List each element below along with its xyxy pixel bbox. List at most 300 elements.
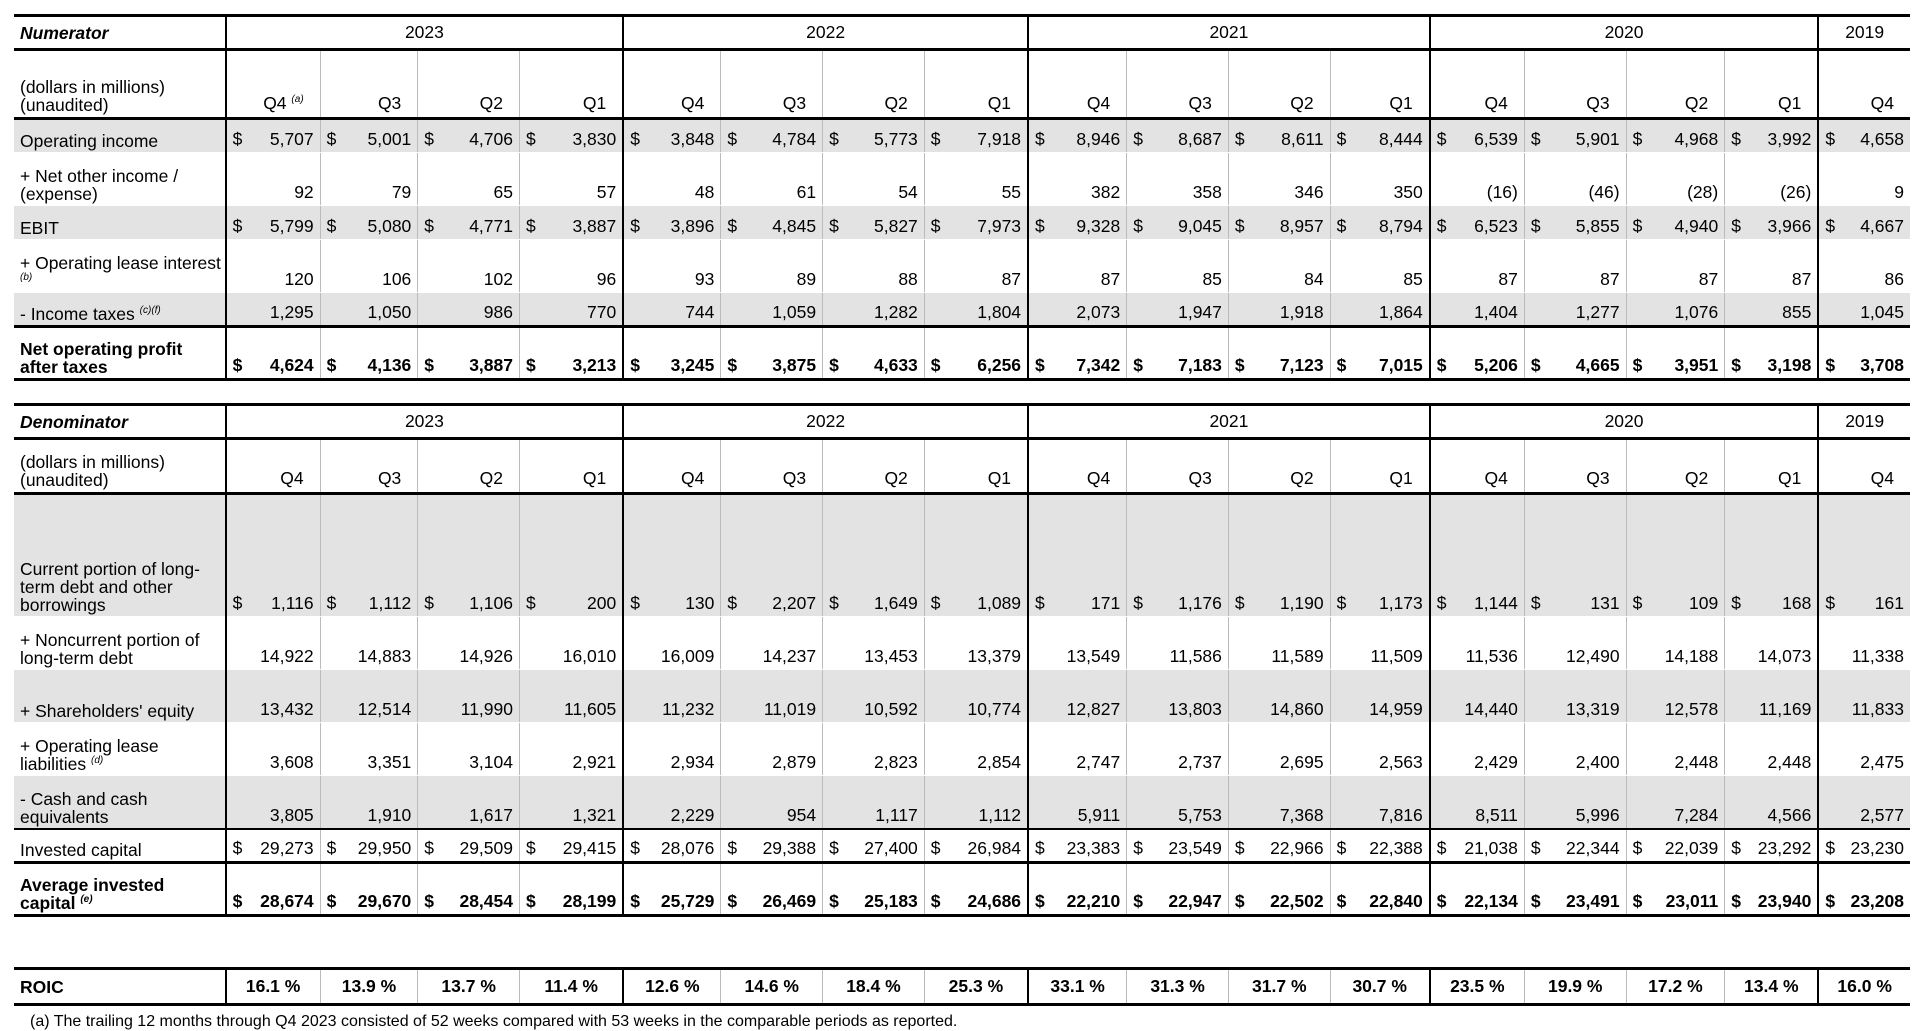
- value-cell: $ 29,273: [226, 829, 321, 863]
- value-cell: $ 4,706: [418, 119, 520, 153]
- year-header-2020: 2020: [1430, 405, 1819, 439]
- value-cell: 12,578: [1626, 670, 1725, 723]
- value-cell: 11,990: [418, 670, 520, 723]
- currency-symbol: $: [424, 838, 435, 858]
- footnote: (a) The trailing 12 months through Q4 2023 consisted of 52 weeks compared with 53 weeks in the comparable periods as reported.: [30, 1013, 958, 1030]
- value-cell: 65: [418, 153, 520, 206]
- data-row: [14, 670, 1910, 723]
- value-cell: $ 6,523: [1430, 206, 1525, 240]
- currency-symbol: $: [1530, 216, 1541, 236]
- currency-symbol: $: [1035, 216, 1045, 236]
- quarter-header: Q4: [623, 439, 721, 494]
- value-cell: $ 3,213: [520, 327, 624, 380]
- currency-symbol: $: [1530, 355, 1541, 375]
- value-cell: 13,432: [226, 670, 321, 723]
- currency-symbol: $: [1632, 355, 1643, 375]
- roic-table: [14, 967, 1910, 1006]
- value-cell: $ 7,123: [1228, 327, 1330, 380]
- value-cell: $ 1,144: [1430, 494, 1525, 617]
- currency-symbol: $: [727, 838, 738, 858]
- currency-symbol: $: [727, 593, 738, 613]
- value-cell: 1,918: [1228, 293, 1330, 327]
- value-cell: 55: [924, 153, 1028, 206]
- value-cell: 13,379: [924, 617, 1028, 670]
- value-cell: 2,695: [1228, 723, 1330, 776]
- value-cell: $ 3,887: [418, 327, 520, 380]
- data-row: [14, 206, 1910, 240]
- data-row: [14, 776, 1910, 829]
- roic-grid: [14, 967, 1910, 1006]
- currency-symbol: $: [630, 593, 640, 613]
- currency-symbol: $: [526, 891, 536, 911]
- value-cell: 2,448: [1626, 723, 1725, 776]
- value-cell: 382: [1028, 153, 1127, 206]
- unit-label: (dollars in millions) (unaudited): [14, 50, 226, 119]
- value-cell: $ 4,968: [1626, 119, 1725, 153]
- currency-symbol: $: [526, 838, 536, 858]
- currency-symbol: $: [232, 838, 243, 858]
- quarter-header: Q1: [1330, 439, 1430, 494]
- value-cell: $ 4,667: [1818, 206, 1910, 240]
- value-cell: $ 9,045: [1127, 206, 1229, 240]
- currency-symbol: $: [1731, 838, 1741, 858]
- value-cell: 79: [320, 153, 418, 206]
- value-cell: $ 23,491: [1524, 863, 1626, 916]
- currency-symbol: $: [326, 216, 337, 236]
- value-cell: 16,009: [623, 617, 721, 670]
- value-cell: 87: [1028, 240, 1127, 293]
- data-row: [14, 723, 1910, 776]
- numerator-grid: [14, 14, 1910, 381]
- value-cell: $ 4,845: [721, 206, 823, 240]
- value-cell: 14,073: [1725, 617, 1819, 670]
- value-cell: 54: [823, 153, 925, 206]
- roic-row: [14, 969, 1910, 1005]
- currency-symbol: $: [232, 891, 243, 911]
- value-cell: $ 130: [623, 494, 721, 617]
- quarter-header: Q4: [1818, 50, 1910, 119]
- row-label: Operating income: [14, 119, 226, 153]
- value-cell: $ 3,198: [1725, 327, 1819, 380]
- value-cell: 12,490: [1524, 617, 1626, 670]
- value-cell: 7,284: [1626, 776, 1725, 829]
- currency-symbol: $: [232, 216, 243, 236]
- currency-symbol: $: [1336, 838, 1347, 858]
- quarter-header: Q3: [320, 439, 418, 494]
- value-cell: $ 4,624: [226, 327, 321, 380]
- data-row: [14, 863, 1910, 916]
- value-cell: 87: [924, 240, 1028, 293]
- currency-symbol: $: [1436, 891, 1447, 911]
- value-cell: $ 5,827: [823, 206, 925, 240]
- roic-value: 16.1 %: [226, 969, 321, 1005]
- value-cell: $ 131: [1524, 494, 1626, 617]
- currency-symbol: $: [829, 129, 839, 149]
- denominator-table: [14, 403, 1910, 917]
- currency-symbol: $: [1234, 593, 1245, 613]
- currency-symbol: $: [232, 355, 243, 375]
- value-cell: $ 8,794: [1330, 206, 1430, 240]
- value-cell: 14,883: [320, 617, 418, 670]
- value-cell: (28): [1626, 153, 1725, 206]
- data-row: [14, 494, 1910, 617]
- value-cell: 2,823: [823, 723, 925, 776]
- quarter-header-row: [14, 50, 1910, 119]
- value-cell: 1,804: [924, 293, 1028, 327]
- value-cell: $ 29,415: [520, 829, 624, 863]
- value-cell: $ 5,901: [1524, 119, 1626, 153]
- denominator-grid: [14, 403, 1910, 917]
- currency-symbol: $: [1731, 891, 1741, 911]
- value-cell: 1,117: [823, 776, 925, 829]
- roic-value: 33.1 %: [1028, 969, 1127, 1005]
- currency-symbol: $: [1336, 355, 1347, 375]
- row-label: - Income taxes $^{(c)(f)}$: [14, 293, 226, 327]
- currency-symbol: $: [1035, 355, 1045, 375]
- currency-symbol: $: [1234, 838, 1245, 858]
- currency-symbol: $: [1035, 129, 1045, 149]
- value-cell: 1,947: [1127, 293, 1229, 327]
- currency-symbol: $: [326, 355, 337, 375]
- value-cell: $ 3,951: [1626, 327, 1725, 380]
- value-cell: $ 168: [1725, 494, 1819, 617]
- quarter-header: Q2: [1228, 50, 1330, 119]
- value-cell: $ 1,176: [1127, 494, 1229, 617]
- value-cell: 14,188: [1626, 617, 1725, 670]
- value-cell: 2,429: [1430, 723, 1525, 776]
- roic-value: 14.6 %: [721, 969, 823, 1005]
- value-cell: 11,586: [1127, 617, 1229, 670]
- value-cell: $ 9,328: [1028, 206, 1127, 240]
- roic-value: 18.4 %: [823, 969, 925, 1005]
- value-cell: $ 6,256: [924, 327, 1028, 380]
- value-cell: 2,879: [721, 723, 823, 776]
- value-cell: $ 22,039: [1626, 829, 1725, 863]
- value-cell: 4,566: [1725, 776, 1819, 829]
- value-cell: 85: [1127, 240, 1229, 293]
- value-cell: 84: [1228, 240, 1330, 293]
- value-cell: 14,440: [1430, 670, 1525, 723]
- quarter-header: Q4: [1430, 439, 1525, 494]
- year-header-row: [14, 16, 1910, 50]
- value-cell: 1,045: [1818, 293, 1910, 327]
- value-cell: $ 5,773: [823, 119, 925, 153]
- value-cell: $ 1,190: [1228, 494, 1330, 617]
- value-cell: 3,608: [226, 723, 321, 776]
- value-cell: 12,827: [1028, 670, 1127, 723]
- value-cell: $ 26,469: [721, 863, 823, 916]
- currency-symbol: $: [1731, 216, 1741, 236]
- row-label: EBIT: [14, 206, 226, 240]
- value-cell: 61: [721, 153, 823, 206]
- value-cell: 3,805: [226, 776, 321, 829]
- roic-value: 13.7 %: [418, 969, 520, 1005]
- value-cell: $ 25,183: [823, 863, 925, 916]
- value-cell: 16,010: [520, 617, 624, 670]
- currency-symbol: $: [424, 216, 435, 236]
- currency-symbol: $: [1035, 891, 1045, 911]
- section-title: Numerator: [14, 16, 226, 50]
- value-cell: 2,400: [1524, 723, 1626, 776]
- currency-symbol: $: [424, 129, 435, 149]
- value-cell: 5,753: [1127, 776, 1229, 829]
- roic-value: 11.4 %: [520, 969, 624, 1005]
- value-cell: $ 5,001: [320, 119, 418, 153]
- value-cell: 13,803: [1127, 670, 1229, 723]
- value-cell: 1,295: [226, 293, 321, 327]
- currency-symbol: $: [1336, 129, 1347, 149]
- currency-symbol: $: [630, 216, 640, 236]
- quarter-header: Q3: [721, 50, 823, 119]
- currency-symbol: $: [1234, 129, 1245, 149]
- value-cell: 5,911: [1028, 776, 1127, 829]
- value-cell: 11,338: [1818, 617, 1910, 670]
- quarter-header: Q4: [226, 439, 321, 494]
- roic-label: ROIC: [14, 969, 226, 1005]
- value-cell: $ 4,658: [1818, 119, 1910, 153]
- value-cell: 346: [1228, 153, 1330, 206]
- value-cell: 106: [320, 240, 418, 293]
- value-cell: 3,351: [320, 723, 418, 776]
- value-cell: 1,404: [1430, 293, 1525, 327]
- currency-symbol: $: [1133, 891, 1143, 911]
- value-cell: $ 3,966: [1725, 206, 1819, 240]
- roic-value: 31.7 %: [1228, 969, 1330, 1005]
- currency-symbol: $: [829, 891, 839, 911]
- quarter-header: Q4: [1818, 439, 1910, 494]
- value-cell: 86: [1818, 240, 1910, 293]
- value-cell: 1,059: [721, 293, 823, 327]
- currency-symbol: $: [1632, 593, 1643, 613]
- currency-symbol: $: [1234, 891, 1245, 911]
- value-cell: $ 22,840: [1330, 863, 1430, 916]
- value-cell: $ 5,855: [1524, 206, 1626, 240]
- value-cell: $ 1,106: [418, 494, 520, 617]
- value-cell: $ 1,112: [320, 494, 418, 617]
- value-cell: 2,475: [1818, 723, 1910, 776]
- value-cell: 2,073: [1028, 293, 1127, 327]
- currency-symbol: $: [1530, 593, 1541, 613]
- quarter-header: Q3: [1127, 50, 1229, 119]
- value-cell: 13,453: [823, 617, 925, 670]
- row-label: + Operating lease liabilities $^{(d)}$: [14, 723, 226, 776]
- currency-symbol: $: [1530, 891, 1541, 911]
- value-cell: 48: [623, 153, 721, 206]
- quarter-header: Q1: [924, 50, 1028, 119]
- currency-symbol: $: [424, 593, 435, 613]
- value-cell: $ 29,950: [320, 829, 418, 863]
- value-cell: $ 2,207: [721, 494, 823, 617]
- value-cell: 13,319: [1524, 670, 1626, 723]
- currency-symbol: $: [930, 891, 941, 911]
- roic-value: 17.2 %: [1626, 969, 1725, 1005]
- value-cell: $ 8,687: [1127, 119, 1229, 153]
- currency-symbol: $: [326, 593, 337, 613]
- value-cell: 10,774: [924, 670, 1028, 723]
- value-cell: 1,112: [924, 776, 1028, 829]
- currency-symbol: $: [1336, 593, 1347, 613]
- value-cell: $ 7,918: [924, 119, 1028, 153]
- quarter-header: Q4: [1028, 439, 1127, 494]
- value-cell: (26): [1725, 153, 1819, 206]
- value-cell: 350: [1330, 153, 1430, 206]
- value-cell: $ 28,199: [520, 863, 624, 916]
- quarter-header: Q3: [320, 50, 418, 119]
- currency-symbol: $: [1731, 355, 1741, 375]
- roic-value: 25.3 %: [924, 969, 1028, 1005]
- row-label: Average invested capital $^{(e)}$: [14, 863, 226, 916]
- value-cell: $ 29,509: [418, 829, 520, 863]
- row-label: Invested capital: [14, 829, 226, 863]
- value-cell: $ 3,830: [520, 119, 624, 153]
- value-cell: $ 7,342: [1028, 327, 1127, 380]
- value-cell: $ 23,208: [1818, 863, 1910, 916]
- value-cell: 11,536: [1430, 617, 1525, 670]
- currency-symbol: $: [526, 355, 536, 375]
- currency-symbol: $: [1825, 355, 1836, 375]
- value-cell: 89: [721, 240, 823, 293]
- currency-symbol: $: [526, 129, 536, 149]
- roic-value: 19.9 %: [1524, 969, 1626, 1005]
- value-cell: 88: [823, 240, 925, 293]
- quarter-header: Q1: [520, 50, 624, 119]
- quarter-header: Q4: [1430, 50, 1525, 119]
- value-cell: $ 200: [520, 494, 624, 617]
- quarter-header-row: [14, 439, 1910, 494]
- data-row: [14, 293, 1910, 327]
- currency-symbol: $: [1133, 593, 1143, 613]
- roic-value: 16.0 %: [1818, 969, 1910, 1005]
- currency-symbol: $: [1436, 129, 1447, 149]
- currency-symbol: $: [326, 838, 337, 858]
- value-cell: $ 3,887: [520, 206, 624, 240]
- roic-value: 30.7 %: [1330, 969, 1430, 1005]
- value-cell: 3,104: [418, 723, 520, 776]
- currency-symbol: $: [1825, 216, 1836, 236]
- value-cell: 8,511: [1430, 776, 1525, 829]
- quarter-header: Q2: [823, 50, 925, 119]
- value-cell: $ 4,665: [1524, 327, 1626, 380]
- data-row: [14, 119, 1910, 153]
- value-cell: 2,448: [1725, 723, 1819, 776]
- quarter-header: Q2: [823, 439, 925, 494]
- currency-symbol: $: [829, 593, 839, 613]
- currency-symbol: $: [424, 355, 435, 375]
- value-cell: 11,232: [623, 670, 721, 723]
- value-cell: $ 5,206: [1430, 327, 1525, 380]
- value-cell: $ 22,388: [1330, 829, 1430, 863]
- value-cell: 2,921: [520, 723, 624, 776]
- value-cell: 92: [226, 153, 321, 206]
- quarter-header: Q2: [1626, 50, 1725, 119]
- value-cell: 87: [1725, 240, 1819, 293]
- value-cell: 1,076: [1626, 293, 1725, 327]
- currency-symbol: $: [1234, 355, 1245, 375]
- value-cell: 1,321: [520, 776, 624, 829]
- currency-symbol: $: [1133, 216, 1143, 236]
- currency-symbol: $: [727, 355, 738, 375]
- value-cell: 57: [520, 153, 624, 206]
- value-cell: $ 1,649: [823, 494, 925, 617]
- value-cell: $ 24,686: [924, 863, 1028, 916]
- quarter-header: Q1: [1725, 439, 1819, 494]
- year-header-2022: 2022: [623, 405, 1028, 439]
- currency-symbol: $: [1336, 216, 1347, 236]
- value-cell: $ 23,940: [1725, 863, 1819, 916]
- currency-symbol: $: [829, 355, 839, 375]
- value-cell: $ 21,038: [1430, 829, 1525, 863]
- value-cell: $ 5,080: [320, 206, 418, 240]
- value-cell: 986: [418, 293, 520, 327]
- year-header-2021: 2021: [1028, 405, 1430, 439]
- value-cell: 11,833: [1818, 670, 1910, 723]
- currency-symbol: $: [1825, 593, 1836, 613]
- value-cell: $ 4,136: [320, 327, 418, 380]
- value-cell: 1,910: [320, 776, 418, 829]
- roic-value: 13.9 %: [320, 969, 418, 1005]
- value-cell: $ 3,992: [1725, 119, 1819, 153]
- value-cell: 2,563: [1330, 723, 1430, 776]
- value-cell: 1,282: [823, 293, 925, 327]
- quarter-header: Q3: [1524, 50, 1626, 119]
- quarter-header: Q1: [1725, 50, 1819, 119]
- roic-value: 23.5 %: [1430, 969, 1525, 1005]
- value-cell: $ 4,784: [721, 119, 823, 153]
- value-cell: $ 23,292: [1725, 829, 1819, 863]
- value-cell: 2,737: [1127, 723, 1229, 776]
- roic-value: 12.6 %: [623, 969, 721, 1005]
- value-cell: 14,926: [418, 617, 520, 670]
- value-cell: (46): [1524, 153, 1626, 206]
- value-cell: 9: [1818, 153, 1910, 206]
- data-row: [14, 327, 1910, 380]
- value-cell: $ 7,973: [924, 206, 1028, 240]
- currency-symbol: $: [1035, 593, 1045, 613]
- currency-symbol: $: [1632, 129, 1643, 149]
- value-cell: 855: [1725, 293, 1819, 327]
- currency-symbol: $: [1825, 129, 1836, 149]
- value-cell: $ 3,848: [623, 119, 721, 153]
- value-cell: $ 29,670: [320, 863, 418, 916]
- value-cell: $ 7,183: [1127, 327, 1229, 380]
- currency-symbol: $: [1632, 216, 1643, 236]
- currency-symbol: $: [1133, 838, 1143, 858]
- value-cell: $ 171: [1028, 494, 1127, 617]
- currency-symbol: $: [829, 216, 839, 236]
- value-cell: $ 26,984: [924, 829, 1028, 863]
- currency-symbol: $: [930, 216, 941, 236]
- value-cell: 2,747: [1028, 723, 1127, 776]
- currency-symbol: $: [1436, 838, 1447, 858]
- currency-symbol: $: [727, 216, 738, 236]
- value-cell: 14,959: [1330, 670, 1430, 723]
- quarter-header: Q4: [1028, 50, 1127, 119]
- quarter-header: Q3: [1127, 439, 1229, 494]
- value-cell: 87: [1430, 240, 1525, 293]
- value-cell: 93: [623, 240, 721, 293]
- value-cell: 11,589: [1228, 617, 1330, 670]
- value-cell: $ 23,549: [1127, 829, 1229, 863]
- year-header-2021: 2021: [1028, 16, 1430, 50]
- year-header-2022: 2022: [623, 16, 1028, 50]
- quarter-header: Q2: [1626, 439, 1725, 494]
- currency-symbol: $: [1825, 891, 1836, 911]
- quarter-header: Q4 $^{(a)}$: [226, 50, 321, 119]
- value-cell: 2,854: [924, 723, 1028, 776]
- value-cell: (16): [1430, 153, 1525, 206]
- value-cell: $ 23,011: [1626, 863, 1725, 916]
- value-cell: $ 22,947: [1127, 863, 1229, 916]
